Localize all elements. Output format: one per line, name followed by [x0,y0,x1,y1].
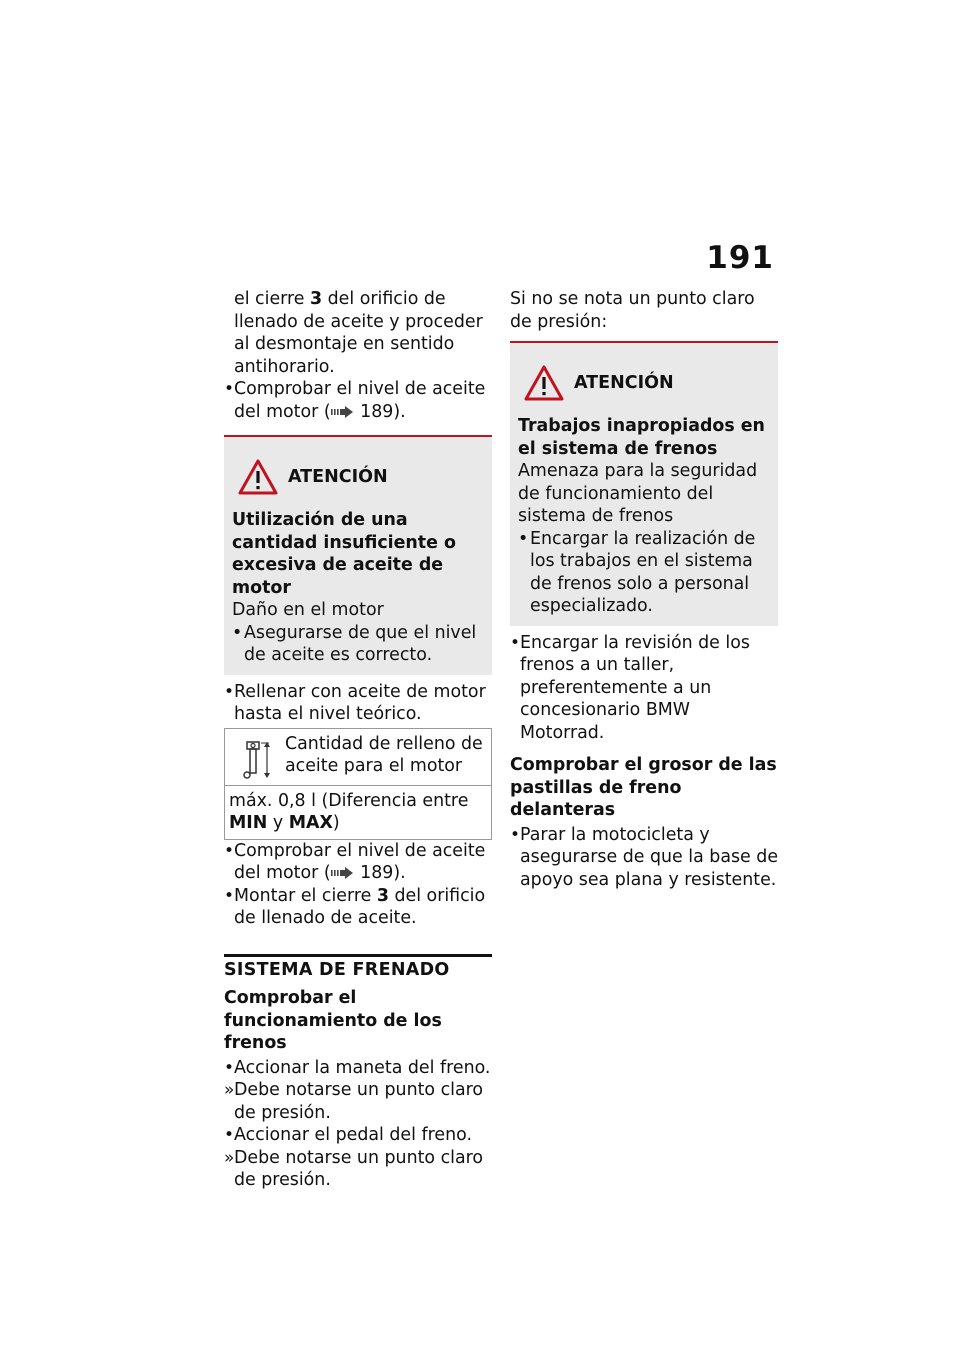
spec-min: MIN [229,813,268,833]
result-mark: » [224,1147,235,1168]
bullet-mark: • [224,885,235,906]
list-item-text-end: del orificio de llenado de aceite. [234,885,486,928]
list-item-text-end: ). [393,863,406,883]
bullet-mark: • [510,632,521,653]
warning-heading: Utilización de una cantidad insuficiente o excesiva de aceite de motor [232,510,456,598]
warning-title: ATENCIÓN [574,372,674,393]
list-item-text-end: ). [393,401,406,422]
warning-action [518,528,770,618]
continuation-part1: el cierre [234,289,310,309]
bullet-mark: • [224,379,235,399]
section-title: SISTEMA DE FRENADO [224,959,450,980]
list-item-text: Debe notarse un punto claro de presión. [234,1080,484,1123]
list-item [510,632,778,745]
list-item [224,1057,492,1080]
bullet-mark: • [224,840,235,861]
spec-value-row [225,786,491,839]
spec-label: Cantidad de relleno de aceite para el motor [285,733,483,776]
page-number: 191 [706,240,774,276]
warning-action [232,622,484,667]
intro-text: Si no se nota un punto claro de presión: [510,289,755,332]
warning-box [224,435,492,675]
list-item-text: Comprobar el nivel de aceite del motor ( [234,840,486,883]
list-item [224,1079,492,1124]
spec-value: máx. 0,8 l (Diferencia entre [229,790,469,811]
warning-header [238,459,484,495]
warning-triangle-icon [524,365,564,401]
list-item-text: Accionar la maneta del freno. [234,1057,491,1078]
bullet-mark: • [224,681,235,702]
list-item [224,681,492,726]
warning-heading: Trabajos inapropiados en el sistema de frenos [518,416,765,459]
list-item [224,378,492,423]
list-item [510,824,778,892]
continuation-part2: del orificio de llenado de aceite y proceder al desmontaje en sentido antihorario. [234,289,483,377]
bullet-mark: • [224,1125,235,1145]
list-item-text: Rellenar con aceite de motor hasta el nivel teórico. [234,681,486,724]
steps-list [224,1057,492,1192]
page-reference[interactable]: 189 [360,401,394,422]
spec-and: y [267,813,289,833]
list-item-text: Comprobar el nivel de aceite del motor ( [234,379,486,422]
continuation-text [224,288,492,378]
left-column [224,288,492,1192]
section-divider [224,954,492,957]
warning-consequence: Amenaza para la seguridad de funcionamiento del sistema de frenos [518,461,758,526]
page-reference[interactable]: 189 [360,863,394,883]
warning-title: ATENCIÓN [288,466,388,487]
spec-table [224,728,492,840]
result-mark: » [224,1080,235,1100]
warning-box [510,341,778,626]
list-item [224,1147,492,1192]
list-item [224,840,492,885]
warning-action-text: Asegurarse de que el nivel de aceite es correcto. [244,622,477,665]
spec-label-row [225,729,491,786]
bullet-mark: • [224,1057,235,1078]
warning-action-text: Encargar la realización de los trabajos en el sistema de frenos solo a personal especializado. [530,528,756,616]
subheading: Comprobar el grosor de las pastillas de freno delanteras [510,755,777,820]
right-column [510,288,778,891]
page-reference-arrow-icon [331,867,355,879]
page-reference-arrow-icon [331,406,355,418]
item-number: 3 [310,289,323,309]
bullet-mark: • [518,528,529,549]
spec-value-end: ) [332,813,340,833]
bullet-mark: • [510,824,521,845]
list-item-text: Encargar la revisión de los frenos a un taller, preferentemente a un concesionario BMW Motorrad. [520,632,750,743]
subheading: Comprobar el funcionamiento de los frenos [224,988,442,1053]
bullet-mark: • [232,622,243,643]
list-item-text: Parar la motocicleta y asegurarse de que la base de apoyo sea plana y resistente. [520,824,779,890]
spec-max: MAX [288,813,333,833]
list-item [224,1124,492,1147]
list-item-text: Montar el cierre [234,885,377,906]
warning-consequence: Daño en el motor [232,600,384,620]
item-number: 3 [376,885,389,906]
list-item-text: Accionar el pedal del freno. [234,1125,472,1145]
warning-triangle-icon [238,459,278,495]
list-item-text: Debe notarse un punto claro de presión. [234,1147,484,1190]
warning-header [524,365,770,401]
list-item [224,885,492,930]
oil-filler-icon [239,739,275,781]
